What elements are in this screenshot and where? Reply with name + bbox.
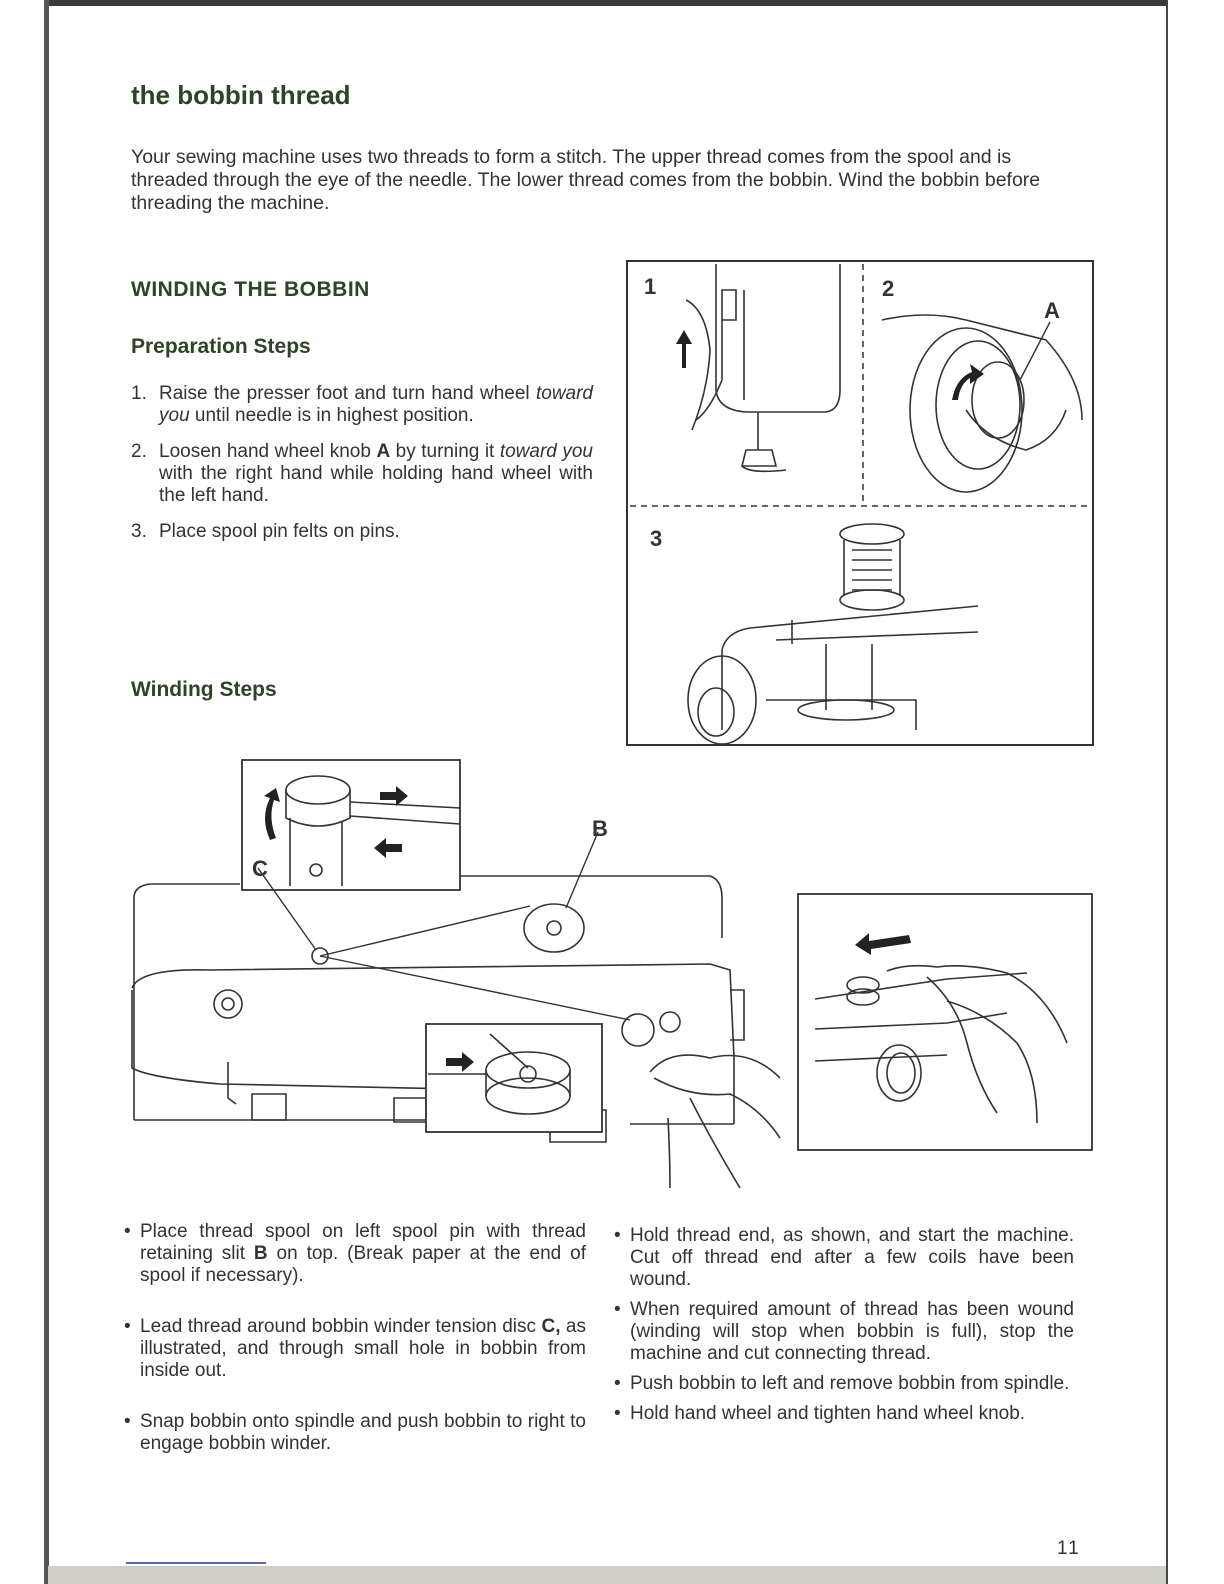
step-emphasis: toward you [499, 441, 593, 462]
step-text: as illustrated, and through small hole in bobbin from inside out. [140, 1316, 586, 1381]
step-bold: B [253, 1243, 268, 1264]
preparation-figure [626, 260, 1094, 746]
winding-heading: WINDING THE BOBBIN [131, 278, 370, 301]
step-text: Push bobbin to left and remove bobbin from spindle. [630, 1373, 1070, 1394]
winding-figure [130, 758, 790, 1190]
page-edge-right [1166, 0, 1224, 1584]
winding-step [612, 1299, 1074, 1365]
winding-steps-right [612, 1225, 1074, 1433]
step-text: until needle is in highest position. [189, 405, 474, 426]
winding-step [122, 1316, 586, 1382]
slit-label-b: B [592, 816, 608, 841]
step-text: Place spool pin felts on pins. [159, 521, 400, 542]
step-text: Hold thread end, as shown, and start the machine. Cut off thread end after a few coils have been wound. [630, 1225, 1074, 1290]
step-bold: A [376, 441, 391, 462]
step-text: Place thread spool on left spool pin with thread retaining slit [140, 1221, 586, 1264]
figure-label-2: 2 [882, 276, 895, 301]
step-number: 3. [131, 521, 147, 542]
prep-step [131, 383, 593, 427]
page-edge-top [48, 0, 1168, 6]
preparation-steps [131, 383, 593, 557]
winding-steps-heading: Winding Steps [131, 678, 277, 701]
winding-step [122, 1221, 586, 1287]
winding-step [122, 1411, 586, 1455]
step-text: When required amount of thread has been wound (winding will stop when bobbin is full), stop the machine and cut connecting thread. [630, 1299, 1074, 1364]
page-number: 11 [1057, 1538, 1081, 1559]
step-text: by turning it [390, 441, 500, 462]
figure-label-3: 3 [650, 526, 663, 551]
winding-step [612, 1403, 1074, 1425]
step-text: Loosen hand wheel knob [159, 441, 377, 462]
prep-step [131, 441, 593, 507]
step-text: Snap bobbin onto spindle and push bobbin to right to engage bobbin winder. [140, 1411, 586, 1454]
winding-steps-left [122, 1221, 586, 1484]
bottom-rule [126, 1562, 266, 1564]
disc-label-c: C [252, 856, 268, 881]
prep-step [131, 521, 593, 543]
winding-step [612, 1225, 1074, 1291]
figure-label-1: 1 [644, 274, 657, 299]
page-edge-bottom [48, 1566, 1166, 1584]
step-text: Raise the presser foot and turn hand wheel [159, 383, 536, 404]
hand-illustration [650, 1055, 780, 1188]
step-bold: C, [541, 1316, 561, 1337]
step-emphasis: toward you [159, 383, 593, 426]
step-number: 2. [131, 441, 147, 462]
winding-step [612, 1373, 1074, 1395]
step-text: Lead thread around bobbin winder tension disc [140, 1316, 542, 1337]
page-edge-left [44, 0, 49, 1584]
step-text: Hold hand wheel and tighten hand wheel knob. [630, 1403, 1026, 1424]
page-title: the bobbin thread [131, 80, 351, 110]
step-number: 1. [131, 383, 147, 404]
intro-paragraph: Your sewing machine uses two threads to form a stitch. The upper thread comes from the spool and is threaded through the eye of the needle. The lower thread comes from the bobbin. Wind the bobbin before threading the machine. [131, 146, 1041, 214]
remove-bobbin-figure [797, 893, 1093, 1151]
step-text: on top. (Break paper at the end of spool if necessary). [140, 1243, 586, 1286]
step-text: with the right hand while holding hand wheel with the left hand. [159, 463, 593, 506]
knob-label-a: A [1044, 298, 1060, 323]
preparation-heading: Preparation Steps [131, 335, 311, 358]
